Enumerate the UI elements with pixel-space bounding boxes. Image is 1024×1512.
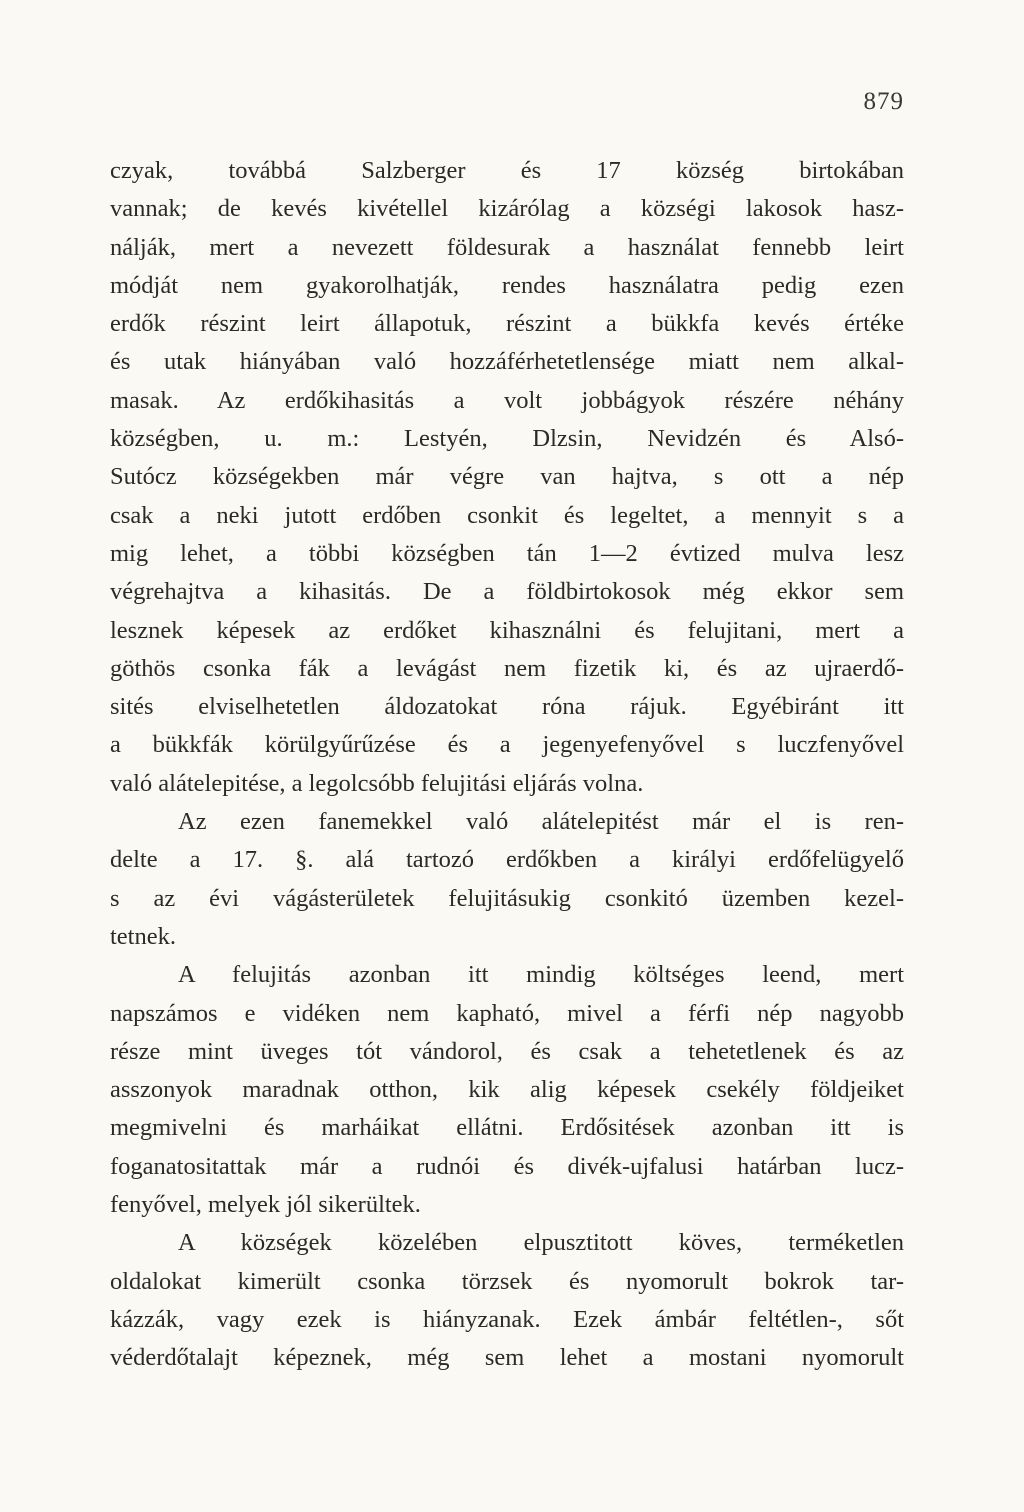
body-text <box>110 152 904 1378</box>
text-line: végrehajtva a kihasitás. De a földbirtokosok még ekkor sem <box>110 578 904 606</box>
text-line: Sutócz községekben már végre van hajtva, s ott a nép <box>110 463 904 491</box>
text-line: lesznek képesek az erdőket kihasználni és felujitani, mert a <box>110 616 904 644</box>
text-line: oldalokat kimerült csonka törzsek és nyomorult bokrok tar- <box>110 1267 904 1295</box>
text-line: czyak, továbbá Salzberger és 17 község birtokában <box>110 157 904 184</box>
text-line: véderdőtalajt képeznek, még sem lehet a mostani nyomorult <box>110 1344 904 1372</box>
text-line: göthös csonka fák a levágást nem fizetik ki, és az ujraerdő- <box>110 654 904 682</box>
text-line: erdők részint leirt állapotuk, részint a bükkfa kevés értéke <box>110 310 904 338</box>
text-line: asszonyok maradnak otthon, kik alig képesek csekély földjeiket <box>110 1076 904 1104</box>
text-line: A községek közelében elpusztitott köves, terméketlen <box>178 1229 904 1257</box>
text-line: vannak; de kevés kivétellel kizárólag a községi lakosok hasz- <box>110 195 904 223</box>
text-line: foganatositattak már a rudnói és divék-ujfalusi határban lucz- <box>110 1152 904 1180</box>
text-line: csak a neki jutott erdőben csonkit és legeltet, a mennyit s a <box>110 501 904 529</box>
text-line: A felujitás azonban itt mindig költséges leend, mert <box>178 961 904 989</box>
text-line: módját nem gyakorolhatják, rendes használatra pedig ezen <box>110 271 904 299</box>
text-line: sités elviselhetetlen áldozatokat róna rájuk. Egyébiránt itt <box>110 693 904 721</box>
text-line: masak. Az erdőkihasitás a volt jobbágyok részére néhány <box>110 386 904 414</box>
text-line: mig lehet, a többi községben tán 1—2 évtized mulva lesz <box>110 539 904 567</box>
text-line: és utak hiányában való hozzáférhetetlensége miatt nem alkal- <box>110 348 904 376</box>
text-line: s az évi vágásterületek felujitásukig csonkitó üzemben kezel- <box>110 884 904 912</box>
text-line: megmivelni és marháikat ellátni. Erdősitések azonban itt is <box>110 1114 904 1142</box>
text-line: a bükkfák körülgyűrűzése és a jegenyefenyővel s luczfenyővel <box>110 731 904 759</box>
page-number: 879 <box>863 88 904 115</box>
text-line: tetnek. <box>110 922 176 950</box>
text-line: fenyővel, melyek jól sikerültek. <box>110 1191 421 1219</box>
text-line: része mint üveges tót vándorol, és csak a tehetetlenek és az <box>110 1037 904 1065</box>
text-line: nálják, mert a nevezett földesurak a használat fennebb leirt <box>110 233 904 261</box>
text-line: Az ezen fanemekkel való alátelepitést már el is ren- <box>178 808 904 836</box>
text-line: való alátelepitése, a legolcsóbb felujitási eljárás volna. <box>110 769 644 797</box>
text-line: községben, u. m.: Lestyén, Dlzsin, Nevidzén és Alsó- <box>110 425 904 453</box>
text-line: kázzák, vagy ezek is hiányzanak. Ezek ámbár feltétlen-, sőt <box>110 1305 904 1333</box>
text-line: napszámos e vidéken nem kapható, mivel a férfi nép nagyobb <box>110 999 904 1027</box>
text-line: delte a 17. §. alá tartozó erdőkben a királyi erdőfelügyelő <box>110 846 904 874</box>
